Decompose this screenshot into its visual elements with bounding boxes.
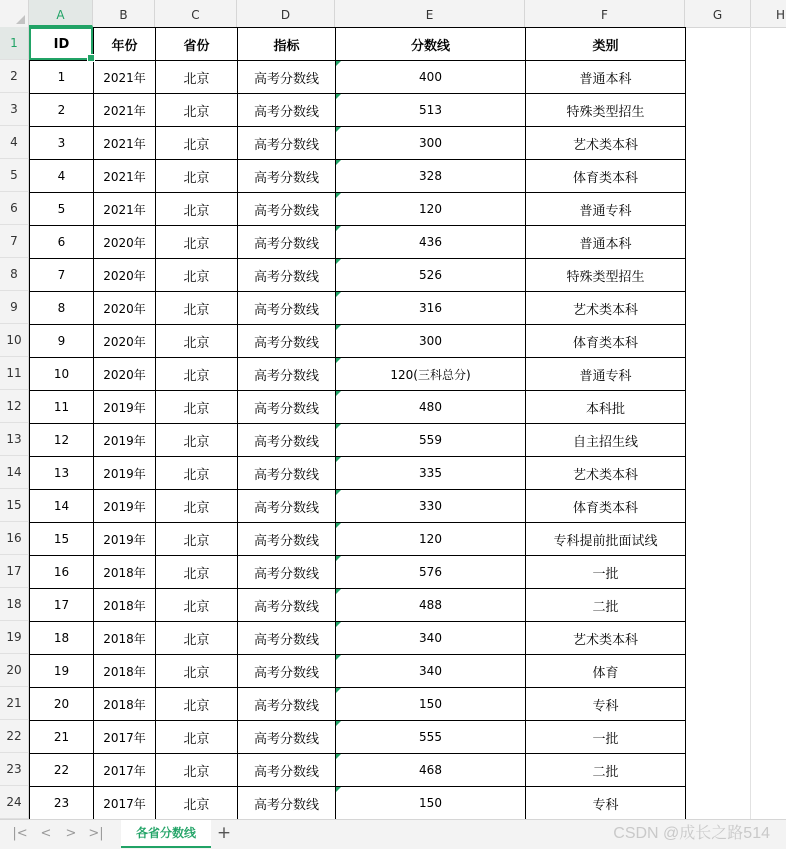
table-cell[interactable]: 2021年 [94,193,156,226]
row-header-20[interactable]: 20 [0,654,29,687]
watermark: CSDN @成长之路514 [613,825,770,842]
header-cell[interactable]: 指标 [238,28,336,61]
table-row[interactable] [30,193,686,226]
table-cell[interactable]: 高考分数线 [238,490,336,523]
table-row[interactable] [30,358,686,391]
header-cell[interactable]: 省份 [156,28,238,61]
table-cell[interactable]: 2020年 [94,292,156,325]
table-cell[interactable]: 普通本科 [526,226,686,259]
table-cell[interactable]: 体育类本科 [526,325,686,358]
table-cell[interactable]: 15 [30,523,94,556]
table-cell[interactable]: 高考分数线 [238,193,336,226]
table-cell[interactable]: 400 [336,61,526,94]
table-cell[interactable]: 5 [30,193,94,226]
table-cell[interactable]: 二批 [526,754,686,787]
table-cell[interactable]: 480 [336,391,526,424]
table-cell[interactable]: 一批 [526,556,686,589]
table-row[interactable] [30,292,686,325]
table-cell[interactable]: 2019年 [94,490,156,523]
table-cell[interactable]: 体育类本科 [526,490,686,523]
table-cell[interactable]: 316 [336,292,526,325]
table-cell[interactable]: 2019年 [94,457,156,490]
table-cell[interactable]: 高考分数线 [238,589,336,622]
table-cell[interactable]: 19 [30,655,94,688]
table-row[interactable] [30,556,686,589]
column-header-h[interactable]: H [751,0,786,27]
table-cell[interactable]: 7 [30,259,94,292]
table-cell[interactable]: 2021年 [94,94,156,127]
header-cell[interactable]: 类别 [526,28,686,61]
select-all-corner[interactable] [0,0,29,27]
table-cell[interactable]: 北京 [156,358,238,391]
table-cell[interactable]: 普通专科 [526,358,686,391]
table-cell[interactable]: 高考分数线 [238,721,336,754]
column-header-e[interactable]: E [335,0,525,27]
table-cell[interactable]: 北京 [156,490,238,523]
table-cell[interactable]: 2018年 [94,688,156,721]
prev-sheet-button[interactable]: < [40,826,52,841]
table-cell[interactable]: 高考分数线 [238,160,336,193]
table-cell[interactable]: 高考分数线 [238,292,336,325]
table-cell[interactable]: 559 [336,424,526,457]
table-cell[interactable]: 普通专科 [526,193,686,226]
table-cell[interactable]: 2019年 [94,391,156,424]
table-cell[interactable]: 120 [336,193,526,226]
table-cell[interactable]: 23 [30,787,94,820]
table-row[interactable] [30,622,686,655]
table-cell[interactable]: 高考分数线 [238,325,336,358]
table-row[interactable] [30,391,686,424]
table-row[interactable] [30,787,686,820]
table-cell[interactable]: 436 [336,226,526,259]
select-all-icon [16,15,25,24]
table-cell[interactable]: 艺术类本科 [526,292,686,325]
table-cell[interactable]: 120 [336,523,526,556]
table-cell[interactable]: 高考分数线 [238,787,336,820]
row-header-15[interactable]: 15 [0,489,29,522]
table-cell[interactable]: 2017年 [94,787,156,820]
table-row[interactable] [30,127,686,160]
table-cell[interactable]: 北京 [156,160,238,193]
row-header-3[interactable]: 3 [0,93,29,126]
table-cell[interactable]: 150 [336,787,526,820]
table-cell[interactable]: 11 [30,391,94,424]
table-cell[interactable]: 2021年 [94,127,156,160]
table-cell[interactable]: 468 [336,754,526,787]
table-row[interactable] [30,94,686,127]
header-cell[interactable]: 年份 [94,28,156,61]
table-cell[interactable]: 北京 [156,127,238,160]
table-cell[interactable]: 2019年 [94,523,156,556]
column-header-d[interactable]: D [237,0,335,27]
table-cell[interactable]: 北京 [156,424,238,457]
table-cell[interactable]: 2020年 [94,325,156,358]
table-cell[interactable]: 北京 [156,556,238,589]
row-header-19[interactable]: 19 [0,621,29,654]
table-cell[interactable]: 20 [30,688,94,721]
table-cell[interactable]: 高考分数线 [238,523,336,556]
table-cell[interactable]: 本科批 [526,391,686,424]
table-cell[interactable]: 高考分数线 [238,655,336,688]
row-header-11[interactable]: 11 [0,357,29,390]
row-header-17[interactable]: 17 [0,555,29,588]
row-header-13[interactable]: 13 [0,423,29,456]
table-cell[interactable]: 艺术类本科 [526,127,686,160]
table-cell[interactable]: 北京 [156,457,238,490]
table-cell[interactable]: 2018年 [94,622,156,655]
table-cell[interactable]: 二批 [526,589,686,622]
table-cell[interactable]: 北京 [156,391,238,424]
table-row[interactable] [30,226,686,259]
table-cell[interactable]: 一批 [526,721,686,754]
table-cell[interactable]: 300 [336,127,526,160]
table-row[interactable] [30,655,686,688]
table-cell[interactable]: 体育 [526,655,686,688]
table-cell[interactable]: 北京 [156,655,238,688]
table-cell[interactable]: 22 [30,754,94,787]
table-cell[interactable]: 2019年 [94,424,156,457]
last-sheet-button[interactable]: >| [88,826,104,841]
table-cell[interactable]: 513 [336,94,526,127]
row-header-6[interactable]: 6 [0,192,29,225]
row-header-1[interactable]: 1 [0,27,29,60]
gridline [750,27,751,819]
table-cell[interactable]: 526 [336,259,526,292]
table-cell[interactable]: 高考分数线 [238,424,336,457]
table-cell[interactable]: 335 [336,457,526,490]
row-header-24[interactable]: 24 [0,786,29,819]
table-cell[interactable]: 2021年 [94,61,156,94]
table-cell[interactable]: 2021年 [94,160,156,193]
table-cell[interactable]: 北京 [156,754,238,787]
table-cell[interactable]: 2020年 [94,358,156,391]
table-cell[interactable]: 9 [30,325,94,358]
table-cell[interactable]: 高考分数线 [238,688,336,721]
table-cell[interactable]: 北京 [156,61,238,94]
row-header-12[interactable]: 12 [0,390,29,423]
table-cell[interactable]: 高考分数线 [238,457,336,490]
table-cell[interactable]: 特殊类型招生 [526,259,686,292]
table-cell[interactable]: 330 [336,490,526,523]
table-cell[interactable]: 2017年 [94,721,156,754]
table-cell[interactable]: 340 [336,655,526,688]
table-cell[interactable]: 高考分数线 [238,391,336,424]
table-header-row [30,28,686,61]
row-header-18[interactable]: 18 [0,588,29,621]
row-header-10[interactable]: 10 [0,324,29,357]
table-cell[interactable]: 专科提前批面试线 [526,523,686,556]
table-cell[interactable]: 300 [336,325,526,358]
column-header-a[interactable]: A [29,0,93,27]
table-cell[interactable]: 专科 [526,787,686,820]
table-row[interactable] [30,490,686,523]
data-table[interactable] [29,27,686,820]
row-header-5[interactable]: 5 [0,159,29,192]
table-cell[interactable]: 北京 [156,226,238,259]
table-cell[interactable]: 1 [30,61,94,94]
table-cell[interactable]: 高考分数线 [238,94,336,127]
table-cell[interactable]: 北京 [156,523,238,556]
table-cell[interactable]: 高考分数线 [238,226,336,259]
table-cell[interactable]: 艺术类本科 [526,457,686,490]
row-header-2[interactable]: 2 [0,60,29,93]
table-cell[interactable]: 2018年 [94,589,156,622]
table-cell[interactable]: 高考分数线 [238,259,336,292]
table-row[interactable] [30,160,686,193]
table-cell[interactable]: 340 [336,622,526,655]
table-cell[interactable]: 高考分数线 [238,61,336,94]
table-cell[interactable]: 18 [30,622,94,655]
table-cell[interactable]: 高考分数线 [238,754,336,787]
table-cell[interactable]: 13 [30,457,94,490]
row-header-9[interactable]: 9 [0,291,29,324]
table-cell[interactable]: 150 [336,688,526,721]
table-cell[interactable]: 北京 [156,622,238,655]
table-cell[interactable]: 120(三科总分) [336,358,526,391]
row-header-4[interactable]: 4 [0,126,29,159]
table-row[interactable] [30,721,686,754]
column-header-f[interactable]: F [525,0,685,27]
table-cell[interactable]: 2018年 [94,655,156,688]
table-cell[interactable]: 艺术类本科 [526,622,686,655]
table-row[interactable] [30,688,686,721]
table-cell[interactable]: 北京 [156,787,238,820]
table-row[interactable] [30,61,686,94]
table-cell[interactable]: 8 [30,292,94,325]
table-cell[interactable]: 2017年 [94,754,156,787]
table-cell[interactable]: 576 [336,556,526,589]
table-cell[interactable]: 北京 [156,589,238,622]
table-row[interactable] [30,424,686,457]
row-header-8[interactable]: 8 [0,258,29,291]
table-cell[interactable]: 北京 [156,721,238,754]
table-cell[interactable]: 特殊类型招生 [526,94,686,127]
table-cell[interactable]: 北京 [156,259,238,292]
table-cell[interactable]: 12 [30,424,94,457]
table-cell[interactable]: 10 [30,358,94,391]
table-cell[interactable]: 北京 [156,193,238,226]
header-cell[interactable]: ID [30,28,94,61]
table-cell[interactable]: 6 [30,226,94,259]
row-header-23[interactable]: 23 [0,753,29,786]
header-cell[interactable]: 分数线 [336,28,526,61]
table-cell[interactable]: 2 [30,94,94,127]
table-cell[interactable]: 488 [336,589,526,622]
table-cell[interactable]: 16 [30,556,94,589]
table-cell[interactable]: 14 [30,490,94,523]
table-cell[interactable]: 17 [30,589,94,622]
table-cell[interactable]: 北京 [156,94,238,127]
add-sheet-button[interactable]: + [216,823,232,843]
row-header-22[interactable]: 22 [0,720,29,753]
row-header-16[interactable]: 16 [0,522,29,555]
sheet-tab-active[interactable]: 各省分数线 [121,820,211,848]
row-header-14[interactable]: 14 [0,456,29,489]
table-cell[interactable]: 北京 [156,688,238,721]
table-cell[interactable]: 2020年 [94,226,156,259]
table-cell[interactable]: 高考分数线 [238,622,336,655]
table-row[interactable] [30,325,686,358]
row-header-21[interactable]: 21 [0,687,29,720]
table-row[interactable] [30,523,686,556]
table-cell[interactable]: 21 [30,721,94,754]
column-header-c[interactable]: C [155,0,237,27]
table-cell[interactable]: 高考分数线 [238,358,336,391]
table-cell[interactable]: 高考分数线 [238,556,336,589]
table-row[interactable] [30,754,686,787]
table-cell[interactable]: 体育类本科 [526,160,686,193]
table-cell[interactable]: 4 [30,160,94,193]
table-row[interactable] [30,259,686,292]
sheet-grid[interactable] [29,27,686,820]
table-row[interactable] [30,589,686,622]
table-cell[interactable]: 高考分数线 [238,127,336,160]
table-cell[interactable]: 普通本科 [526,61,686,94]
table-cell[interactable]: 3 [30,127,94,160]
table-cell[interactable]: 自主招生线 [526,424,686,457]
row-header-7[interactable]: 7 [0,225,29,258]
next-sheet-button[interactable]: > [65,826,77,841]
first-sheet-button[interactable]: |< [12,826,28,841]
table-cell[interactable]: 北京 [156,325,238,358]
table-cell[interactable]: 555 [336,721,526,754]
table-cell[interactable]: 2018年 [94,556,156,589]
table-row[interactable] [30,457,686,490]
table-cell[interactable]: 2020年 [94,259,156,292]
table-cell[interactable]: 专科 [526,688,686,721]
column-header-b[interactable]: B [93,0,155,27]
column-header-g[interactable]: G [685,0,751,27]
table-cell[interactable]: 北京 [156,292,238,325]
table-cell[interactable]: 328 [336,160,526,193]
